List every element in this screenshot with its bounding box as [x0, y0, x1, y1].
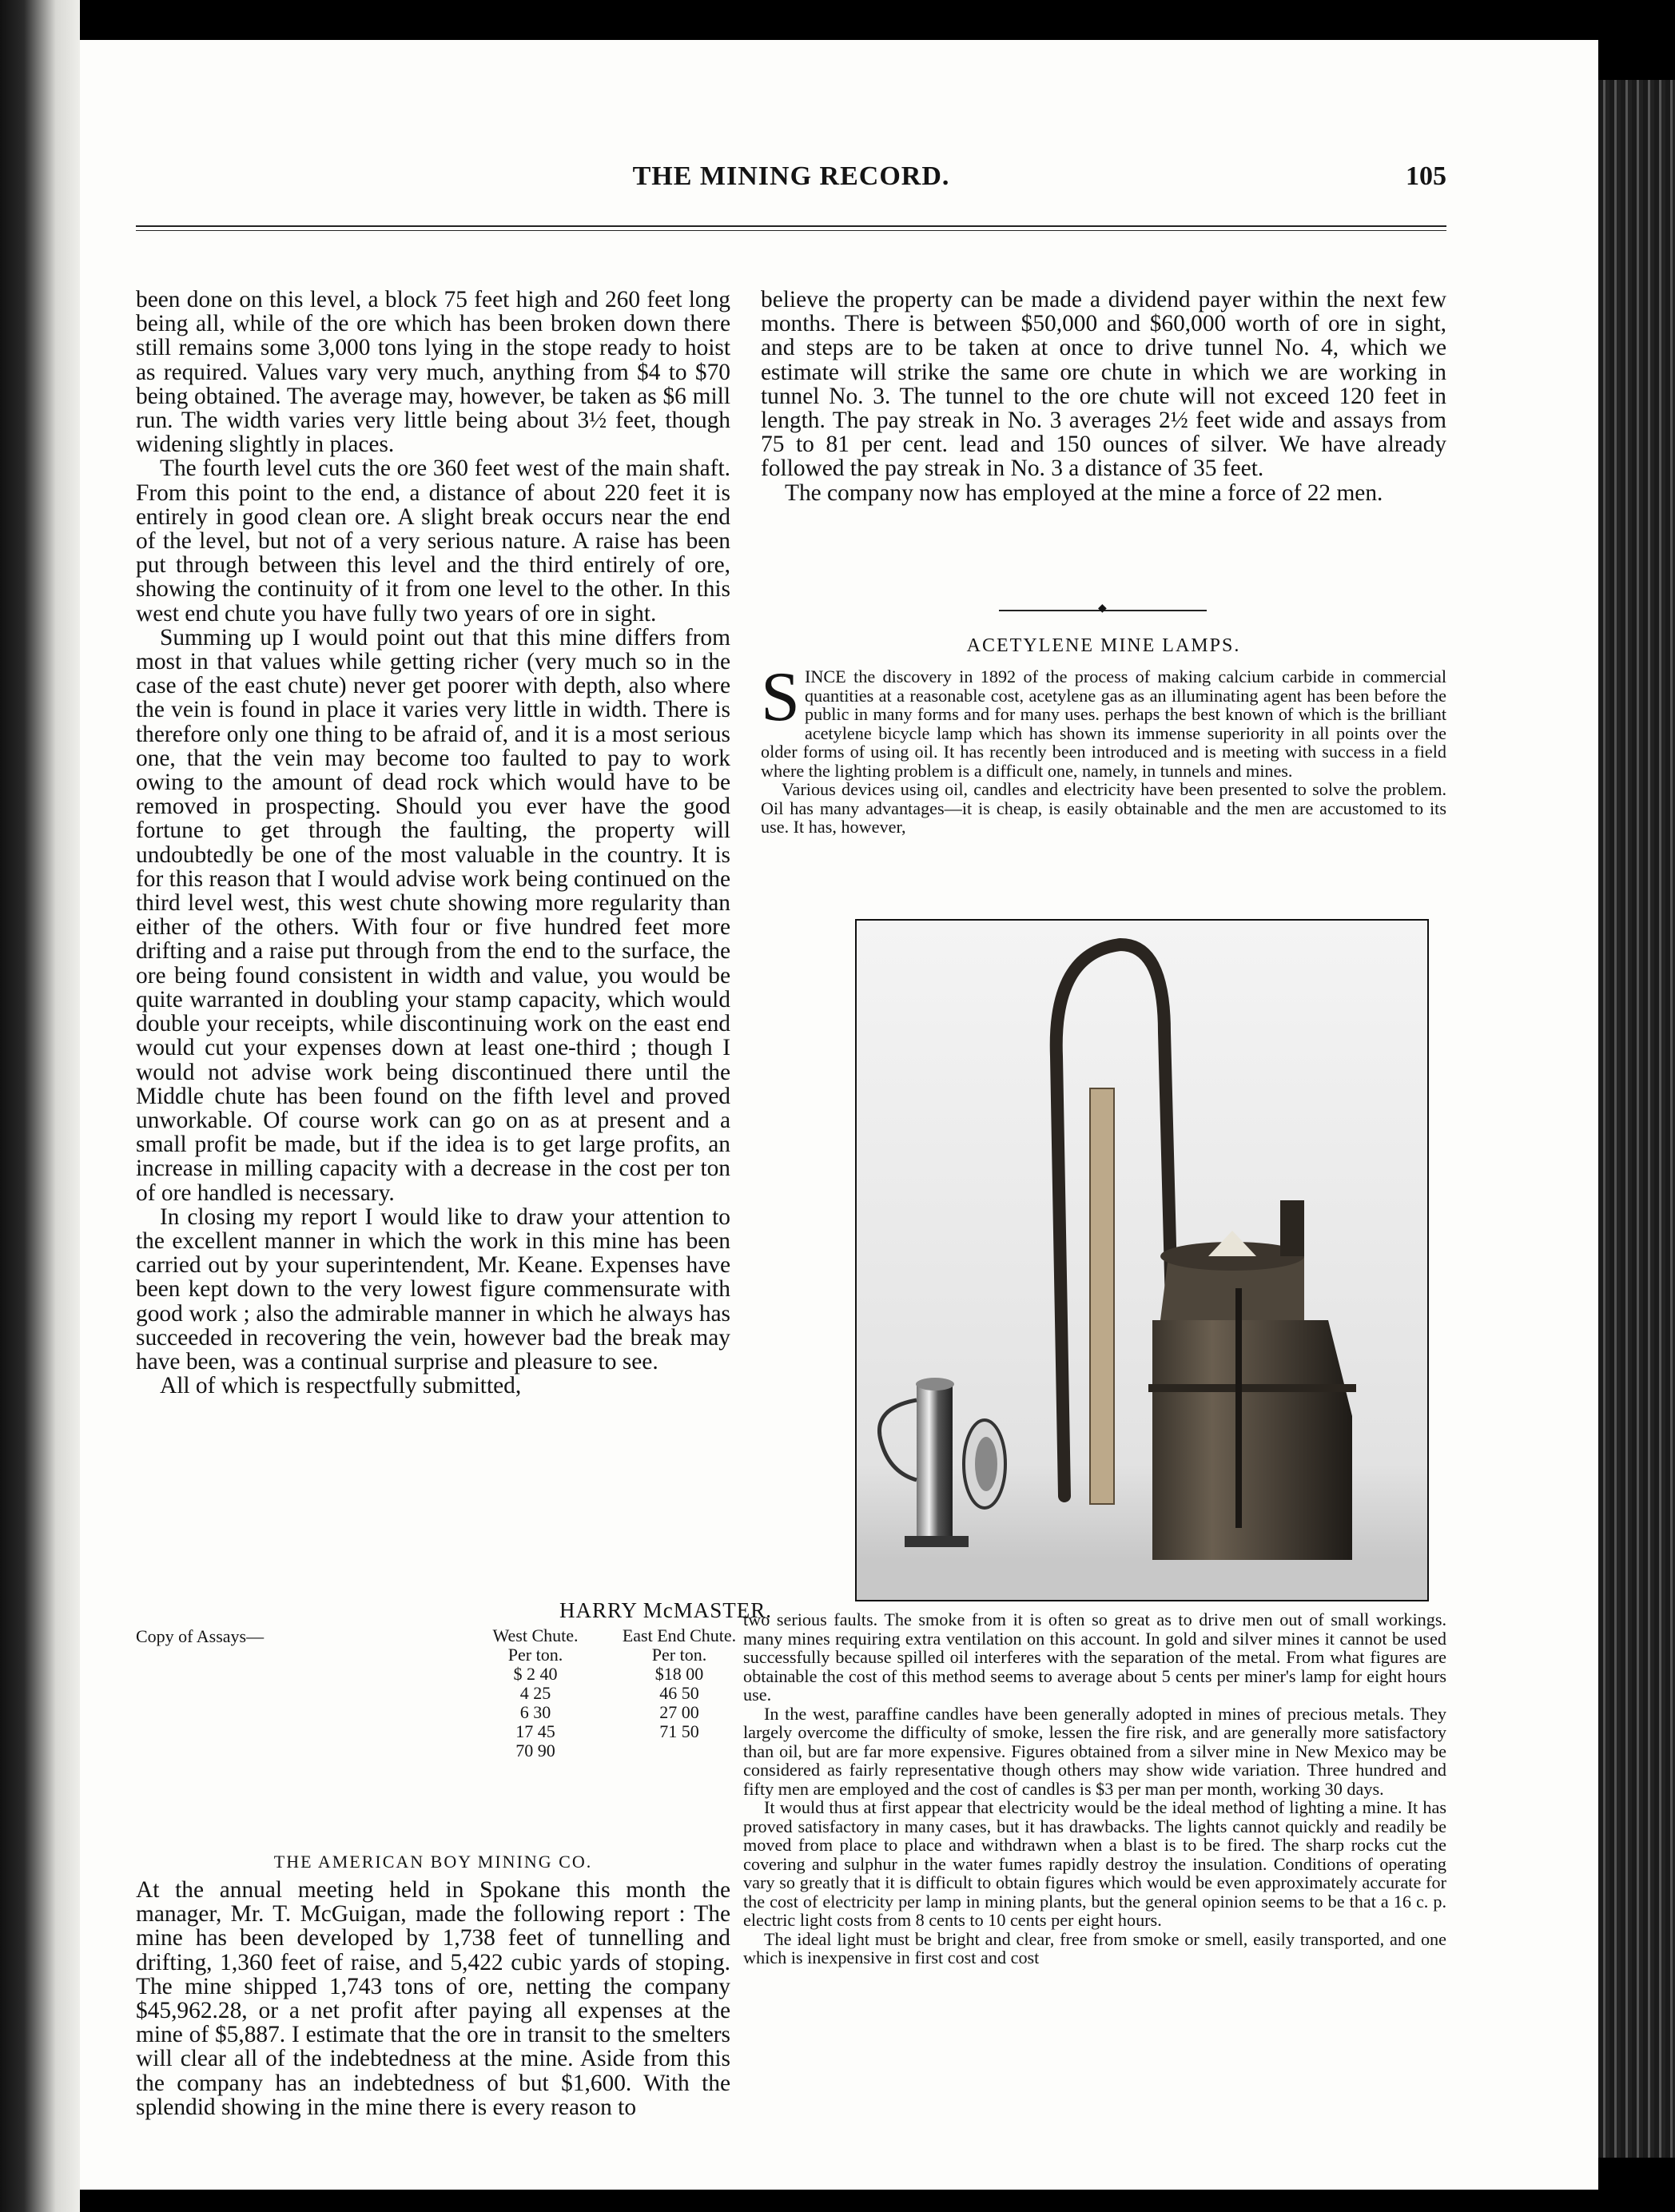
- right-paragraph-1: believe the property can be made a dividend payer within the next few months. There is between $50,000 and $60,000 worth of ore in sight, and steps are to be taken at once to drive tunnel No. 4, which we estimate will strike the same ore chute in which we are working in tunnel No. 3. The tunnel to the ore chute will not exceed 120 feet in length. The pay streak in No. 3 averages 2½ feet wide and assays from 75 to 81 per cent. lead and 150 ounces of silver. We have already followed the pay streak in No. 3 a distance of 35 feet.: [761, 287, 1446, 482]
- assay-value: 71 50: [659, 1721, 699, 1741]
- left-paragraph-3: Summing up I would point out that this mine differs from most in that values while getting richer (very much so in the case of the east chute) never get poorer with depth, also where the vein is found in place it varies very little in width. There is therefore only one thing to be afraid of, and it is a most serious one, that the vein may become too faulted to pay to work owing to the amount of dead rock which would have to be removed in prospecting. Should you ever have the good fortune to get through the faulting, the property will undoubtedly be one of the most valuable in the country. It is for this reason that I would advise work being continued on the third level west, this west chute showing more regularity than either of the others. With four or five hundred feet more drifting and a raise put through from the end to the surface, the ore being found consistent in width and value, you would be quite warranted in doubling your stamp capacity, which would double your receipts, while discontinuing work on the east end would cut your expenses down at least one-third ; though I would not advise work being discontinued there until the Middle chute has been found on the fifth level and proved unworkable. Of course work can go on as at present and a small profit be made, but if the idea is to get large profits, an increase in milling capacity with a decrease in the cost per ton of ore handled is necessary.: [136, 624, 730, 1206]
- acetylene-continued: [743, 1610, 1446, 1967]
- magazine-page: [80, 40, 1598, 2190]
- left-column: [136, 288, 730, 1398]
- assay-value: 46 50: [659, 1683, 699, 1703]
- assay-value: $ 2 40: [513, 1664, 558, 1684]
- right-paragraph-2: The company now has employed at the mine a force of 22 men.: [785, 479, 1383, 506]
- book-binding-shadow: [0, 0, 80, 2212]
- west-chute-column: [471, 1626, 599, 1760]
- assay-value: 27 00: [659, 1702, 699, 1722]
- assay-value: 6 30: [519, 1702, 551, 1722]
- journal-title: THE MINING RECORD.: [632, 161, 950, 191]
- west-subheader: Per ton.: [507, 1645, 563, 1665]
- east-subheader: Per ton.: [651, 1645, 707, 1665]
- left-paragraph-4: In closing my report I would like to draw your attention to the excellent manner in which the work in this mine has been carried out by your superintendent, Mr. Keane. Expenses have been kept down to the very lowest figure commensurate with good work ; also the admirable manner in which he always has succeeded in recovering the vein, however bad the break may have been, was a continual surprise and pleasure to see.: [136, 1203, 730, 1375]
- american-boy-body: At the annual meeting held in Spokane this month the manager, Mr. T. McGuigan, made the following report : The mine has been developed by 1,738 feet of tunnelling and drifting, 1,360 feet of raise, and 5,422 cubic yards of stoping. The mine shipped 1,743 tons of ore, netting the company $45,962.28, or a net profit after paying all expenses at the mine of $5,887. I estimate that the ore in transit to the smelters will clear all of the indebtedness at the mine. Aside from this the company has an indebtedness of but $1,600. With the splendid showing in the mine there is every reason to: [136, 1877, 730, 2120]
- page-number: 105: [1406, 161, 1446, 191]
- acetylene-paragraph-3: two serious faults. The smoke from it is often so great as to drive men out of small workings. many mines requiring extra ventilation on this account. In gold and silver mines it cannot be used successfully because spilled oil interferes with the separation of the metal. From what figures are obtainable the cost of this method seems to average about 5 cents per miner's lamp for eight hours use.: [743, 1609, 1446, 1705]
- page-edges: [1598, 80, 1675, 2158]
- signature: HARRY McMASTER.: [559, 1598, 773, 1622]
- acetylene-paragraph-2: Various devices using oil, candles and electricity have been presented to solve the problem. Oil has many advantages—it is cheap, is easily obtainable and the men are accustomed to its use. It has, however,: [761, 779, 1446, 837]
- acetylene-paragraph-5: It would thus at first appear that electricity would be the ideal method of lighting a mine. It has proved satisfactory in many cases, but it has drawbacks. The lights cannot quickly and readily be moved from place to place and withdrawn when a blast is to be fired. The sharp rocks cut the covering and sulphur in the water fumes rapidly destroy the insulation. Conditions of operating vary so greatly that it is difficult to obtain figures which would be even approximately accurate for the cost of electricity per lamp in mining plants, but the general opinion seems to be that a 16 c. p. electric light costs from 8 cents to 10 cents per eight hours.: [743, 1797, 1446, 1930]
- right-column-top: [761, 288, 1446, 505]
- american-boy-heading: THE AMERICAN BOY MINING CO.: [273, 1852, 593, 1872]
- header-rule-2: [136, 230, 1446, 231]
- assays-table: [136, 1625, 737, 1842]
- west-header: West Chute.: [492, 1625, 579, 1645]
- assay-value: $18 00: [654, 1664, 704, 1684]
- assay-value: 70 90: [515, 1741, 555, 1760]
- assay-value: 4 25: [519, 1683, 551, 1703]
- left-paragraph-1: been done on this level, a block 75 feet high and 260 feet long being all, while of the ore which has been broken down there still remains some 3,000 tons lying in the stope ready to hoist as required. Values vary very much, anything from $4 to $70 being obtained. The average may, however, be taken as $6 mill run. The width varies very little being about 3½ feet, though widening slightly in places.: [136, 287, 730, 458]
- east-header: East End Chute.: [622, 1625, 737, 1645]
- left-paragraph-5: All of which is respectfully submitted,: [160, 1373, 522, 1399]
- assay-value: 17 45: [515, 1721, 555, 1741]
- acetylene-paragraph-4: In the west, paraffine candles have been generally adopted in mines of precious metals. They largely overcome the difficulty of smoke, lessen the fire risk, and are generally more satisfactory than oil, but are far more expensive. Figures obtained from a silver mine in New Mexico may be considered as fairly representative though others may show wide variation. Three hundred and fifty men are employed and the cost of candles is $3 per man per month, working 30 days.: [743, 1703, 1446, 1799]
- acetylene-intro: [761, 658, 1446, 837]
- mine-lamps-photo: [855, 919, 1429, 1601]
- running-header: [136, 161, 1446, 209]
- header-rule: [136, 225, 1446, 227]
- divider-ornament: ◆: [1098, 603, 1107, 615]
- drop-cap: S: [761, 658, 800, 736]
- east-chute-column: [599, 1626, 759, 1741]
- assays-label: Copy of Assays—: [136, 1626, 265, 1646]
- acetylene-paragraph-1: [761, 658, 1446, 781]
- acetylene-heading: ACETYLENE MINE LAMPS.: [966, 635, 1241, 656]
- left-paragraph-2: The fourth level cuts the ore 360 feet west of the main shaft. From this point to the end, a distance of about 220 feet it is entirely in good clean ore. A slight break occurs near the end of the level, but not of a very serious nature. A raise has been put through between this level and the third entirely of ore, showing the continuity of it from one level to the other. In this west end chute you have fully two years of ore in sight.: [136, 456, 730, 627]
- acetylene-paragraph-6: The ideal light must be bright and clear, free from smoke or smell, easily transported, and one which is inexpensive in first cost and cost: [743, 1928, 1446, 1967]
- acetylene-paragraph-1-text: INCE the discovery in 1892 of the process of making calcium carbide in commercial quantities at a reasonable cost, acetylene gas as an illuminating agent has been before the public in many forms and for many uses. perhaps the best known of which is the brilliant acetylene bicycle lamp which has shown its immense superiority in all points over the older forms of using oil. It has recently been introduced and is meeting with success in a field where the lighting problem is a difficult one, namely, in tunnels and mines.: [761, 666, 1446, 781]
